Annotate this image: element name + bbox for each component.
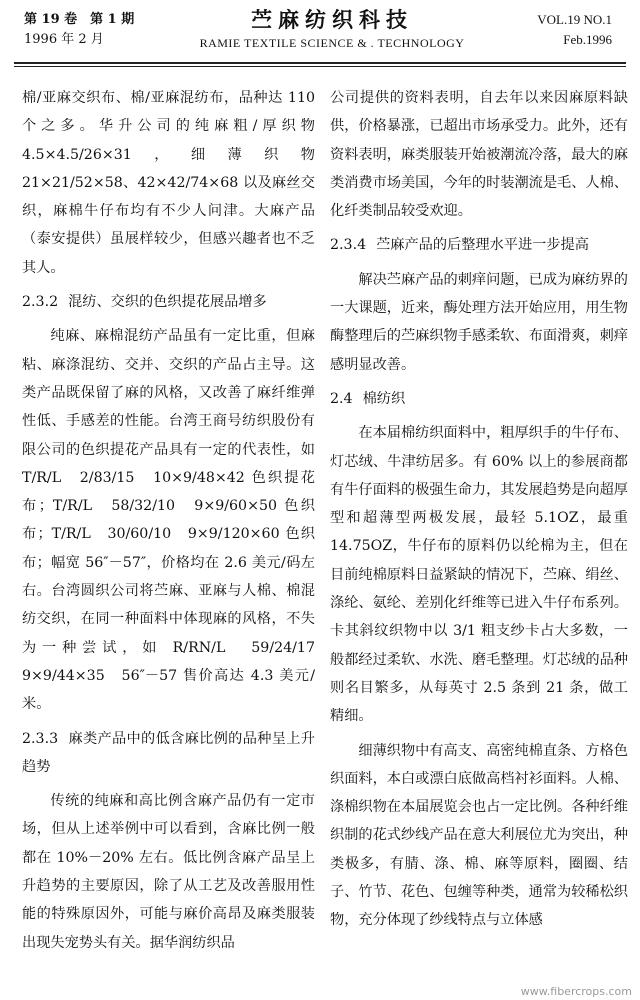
section-number: 2.3.3	[22, 730, 59, 747]
section-heading-2-3-4	[330, 231, 628, 259]
paragraph: 解决苎麻产品的刺痒问题，已成为麻纺界的一大课题，近来，酶处理方法开始应用，用生物酶整理后的苎麻织物手感柔软、布面滑爽，刺痒感明显改善。	[330, 271, 628, 373]
section-title: 混纺、交织的色织提花展品增多	[68, 294, 267, 311]
volume-issue-cn: 第 19 卷 第 1 期	[24, 12, 135, 27]
header-rule-thin	[14, 66, 626, 67]
running-header	[12, 6, 628, 62]
section-number: 2.3.4	[330, 237, 367, 254]
left-column	[22, 84, 330, 957]
section-title: 棉纺织	[362, 390, 406, 407]
section-number: 2.4	[330, 390, 353, 407]
right-column	[330, 84, 628, 935]
section-title: 麻类产品中的低含麻比例的品种呈上升趋势	[22, 730, 315, 775]
paragraph: 传统的纯麻和高比例含麻产品仍有一定市场，但从上述举例中可以看到，含麻比例一般都在 10%－20% 左右。低比例含麻产品呈上升趋势的主要原因，除了从工艺及改善服用性能的特殊原因外，可能与麻价高昂及麻类服装出现失宠势头有关。据华润纺织品	[22, 793, 315, 951]
section-heading-2-3-2	[22, 288, 315, 316]
journal-title	[192, 6, 472, 52]
paragraph: 公司提供的资料表明，自去年以来因麻原料缺供，价格暴涨，已超出市场承受力。此外，还有资料表明，麻类服装开始被潮流冷落，最大的麻类消费市场美国，今年的时装潮流是毛、人棉、化纤类制品较受欢迎。	[330, 90, 628, 220]
date-cn: 1996 年 2 月	[24, 32, 104, 47]
watermark: www.fibercrops.com	[520, 985, 632, 998]
journal-title-en: RAMIE TEXTILE SCIENCE & . TECHNOLOGY	[199, 36, 465, 50]
section-number: 2.3.2	[22, 294, 59, 311]
header-left	[24, 10, 134, 50]
paragraph: 棉/亚麻交织布、棉/亚麻混纺布，品种达 110 个之多。华升公司的纯麻粗/厚织物 4.5×4.5/26×31，细薄织物 21×21/52×58、42×42/74×68 以及麻丝交织，麻棉牛仔布均有不少人问津。大麻产品（泰安提供）虽展样较少，但感兴趣者也不乏其人。	[22, 90, 315, 276]
paragraph: 在本届棉纺织面料中，粗厚织手的牛仔布、灯芯绒、牛津纺居多。有 60% 以上的参展商都有牛仔面料的极强生命力，其发展趋势是向超厚型和超薄型两极发展，最轻 5.1OZ，最重 14.75OZ，牛仔布的原料仍以纶棉为主，但在目前纯棉原料日益紧缺的情况下，苎麻、绢丝、涤纶、氨纶、差别化纤维等已进入牛仔布系列。卡其斜纹织物中以 3/1 粗支纱卡占大多数，一般都经过柔软、水洗、磨毛整理。灯芯绒的品种则名目繁多，从每英寸 2.5 条到 21 条，做工精细。	[330, 425, 628, 725]
journal-title-cn: 苎麻纺织科技	[251, 7, 413, 32]
paragraph: 纯麻、麻棉混纺产品虽有一定比重，但麻粘、麻涤混纺、交并、交织的产品占主导。这类产品既保留了麻的风格，又改善了麻纤维弹性低、手感差的性能。台湾王商号纺织股份有限公司的色织提花产品具有一定的代表性，如 T/R/L 2/83/15 10×9/48×42 色织提花布；T/R/L 58/32/10 9×9/60×50 色织布；T/R/L 30/60/10 9×9/120×60 色织布；幅宽 56″－57″，价格均在 2.6 美元/码左右。台湾圆织公司将苎麻、亚麻与人棉、棉混纺交织，在同一种面料中体现麻的风格，不失为一种尝试，如 R/RN/L 59/24/17 9×9/44×35 56″－57 售价高达 4.3 美元/米。	[22, 328, 330, 713]
section-heading-2-4	[330, 385, 628, 413]
volume-issue-en: VOL.19 NO.1	[537, 12, 612, 27]
paragraph: 细薄织物中有高支、高密纯棉直条、方格色织面料，本白或漂白底做高档衬衫面料。人棉、涤棉织物在本届展览会也占一定比例。各种纤维织制的花式纱线产品在意大利展位尤为突出，种类极多，有腈、涤、棉、麻等原料，圈圈、结子、竹节、花色、包缠等种类，通常为较稀松织物，充分体现了纱线特点与立体感	[330, 742, 628, 929]
header-right	[537, 10, 612, 50]
section-title: 苎麻产品的后整理水平进一步提高	[376, 237, 589, 254]
section-heading-2-3-3	[22, 725, 315, 782]
header-rule	[14, 62, 626, 64]
date-en: Feb.1996	[563, 32, 612, 47]
